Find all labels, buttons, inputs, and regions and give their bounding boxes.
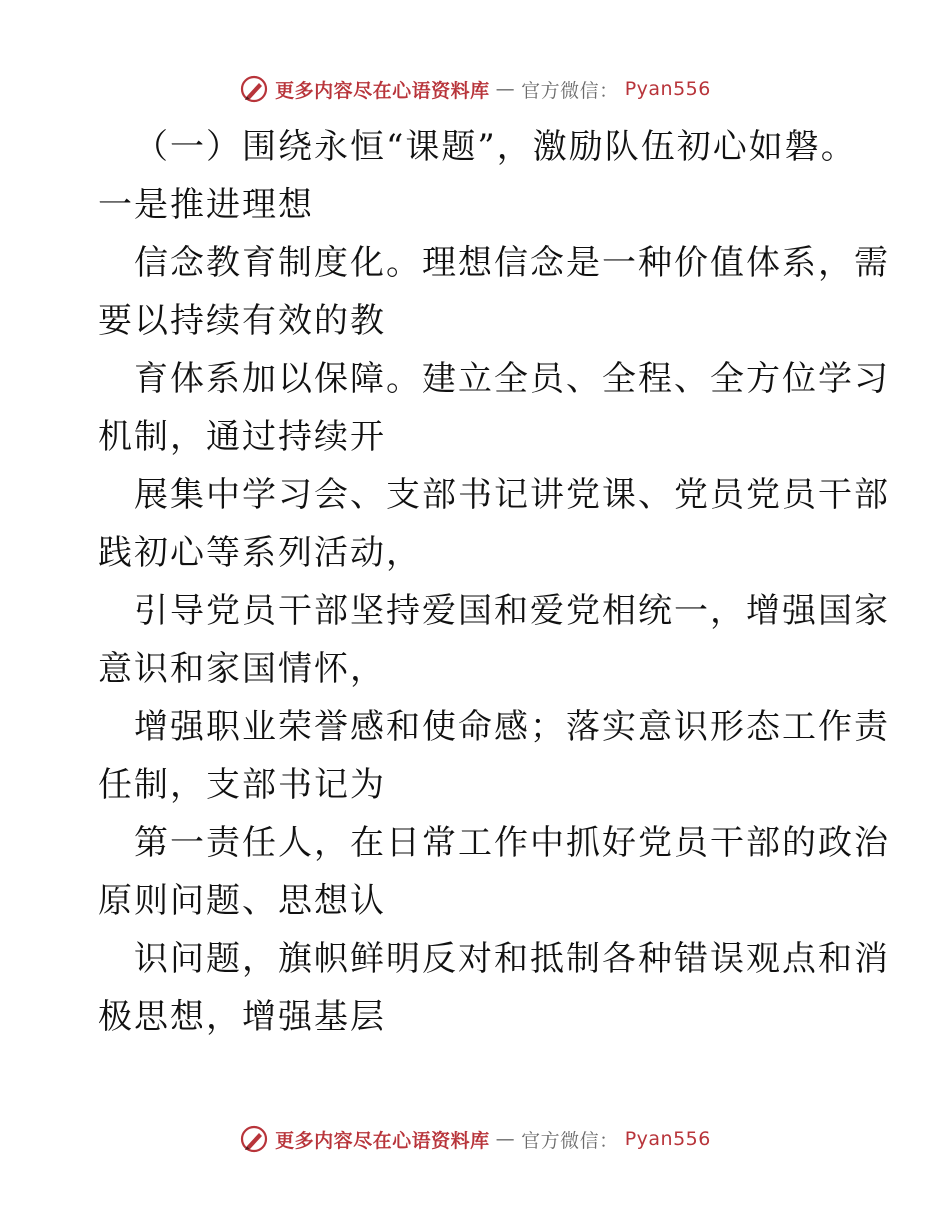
text-line: 极思想，增强基层: [98, 997, 386, 1037]
text-line: 意识和家国情怀，: [98, 649, 386, 689]
document-body: [98, 118, 890, 1046]
text-line: 育体系加以保障。建立全员、全程、全方位学习: [134, 359, 890, 399]
watermark-text: 更多内容尽在心语资料库: [275, 1129, 490, 1152]
watermark-id: Pyan556: [624, 78, 711, 100]
text-line: 要以持续有效的教: [98, 301, 386, 341]
watermark-id: Pyan556: [624, 1128, 711, 1150]
text-line: 一是推进理想: [98, 185, 314, 225]
text-line: 展集中学习会、支部书记讲党课、党员党员干部: [134, 475, 890, 515]
text-line: 识问题，旗帜鲜明反对和抵制各种错误观点和消: [134, 939, 890, 979]
text-line: 第一责任人，在日常工作中抓好党员干部的政治: [134, 823, 890, 863]
watermark-separator: —: [495, 1128, 516, 1150]
text-line: 增强职业荣誉感和使命感；落实意识形态工作责: [134, 707, 890, 747]
text-line: （一）围绕永恒“课题”，激励队伍初心如磐。: [134, 127, 857, 167]
text-line: 践初心等系列活动，: [98, 533, 422, 573]
watermark-label: 官方微信：: [521, 79, 619, 102]
watermark-text: 更多内容尽在心语资料库: [275, 79, 490, 102]
text-line: 引导党员干部坚持爱国和爱党相统一，增强国家: [134, 591, 890, 631]
text-line: 机制，通过持续开: [98, 417, 386, 457]
header-watermark: [0, 74, 950, 104]
text-line: 原则问题、思想认: [98, 881, 386, 921]
watermark-separator: —: [495, 78, 516, 100]
pen-logo-icon: [239, 74, 269, 104]
footer-watermark: [0, 1124, 950, 1154]
watermark-label: 官方微信：: [521, 1129, 619, 1152]
text-line: 信念教育制度化。理想信念是一种价值体系，需: [134, 243, 890, 283]
pen-logo-icon: [239, 1124, 269, 1154]
text-line: 任制，支部书记为: [98, 765, 386, 805]
